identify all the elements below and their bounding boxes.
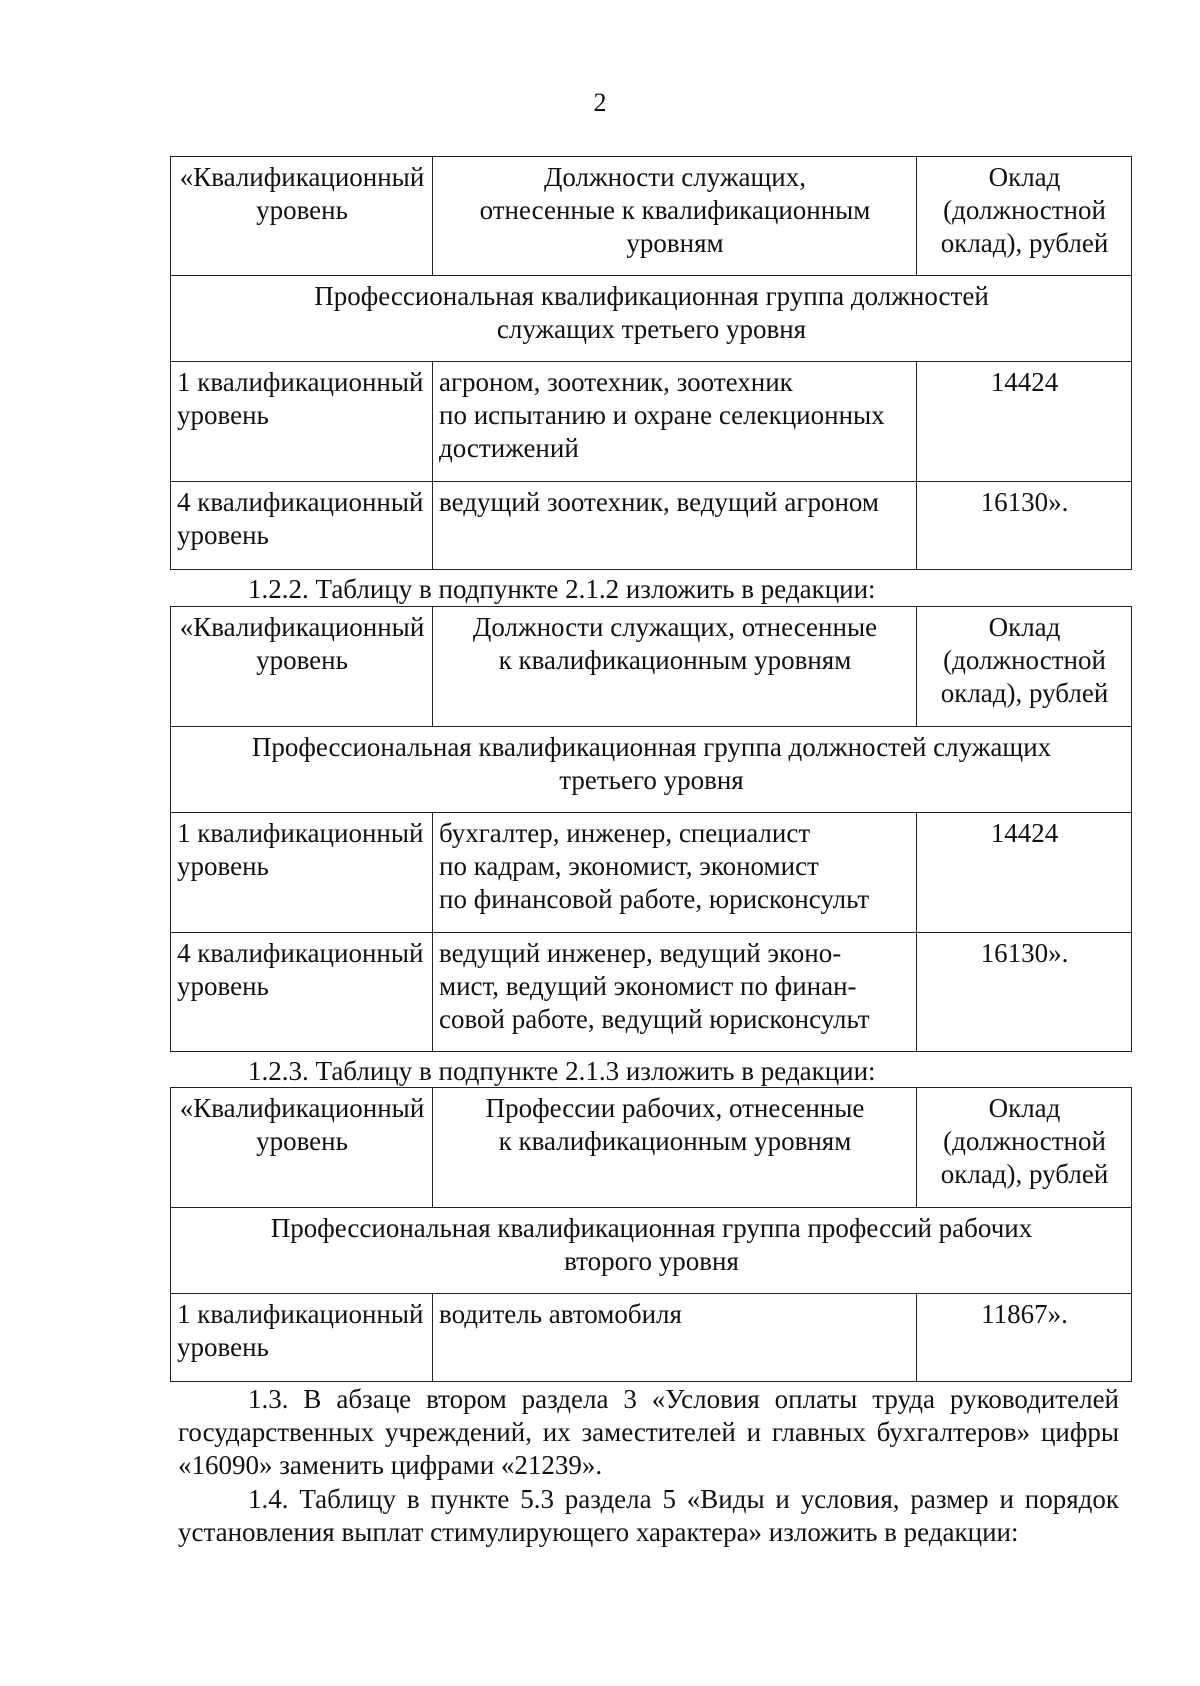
paragraph-1-4: 1.4. Таблицу в пункте 5.3 раздела 5 «Виды и условия, размер и порядок установления выплат стимулирующего характера» изложить в редакции: bbox=[178, 1484, 1119, 1547]
group-title: Профессиональная квалификационная группа должностей служащих третьего уровня bbox=[171, 276, 1132, 362]
table-group-row bbox=[171, 727, 1132, 813]
paragraph-1-3: 1.3. В абзаце втором раздела 3 «Условия оплаты труда руководителей государственных учреждений, их заместителей и главных бухгалтеров» цифры «16090» заменить цифрами «21239». bbox=[178, 1384, 1119, 1480]
header-level: «Квалификационный уровень bbox=[171, 607, 433, 727]
salary-cell: 14424 bbox=[917, 362, 1132, 482]
salary-cell: 16130». bbox=[917, 933, 1132, 1052]
header-level: «Квалификационный уровень bbox=[171, 157, 433, 276]
salary-cell: 14424 bbox=[917, 813, 1132, 933]
table-header-row bbox=[171, 1088, 1132, 1208]
table-row bbox=[171, 1294, 1132, 1382]
table-row bbox=[171, 813, 1132, 933]
table-3-caption: 1.2.3. Таблицу в подпункте 2.1.3 изложить в редакции: bbox=[248, 1056, 876, 1086]
table-2-caption: 1.2.2. Таблицу в подпункте 2.1.2 изложить в редакции: bbox=[248, 574, 876, 604]
table-row bbox=[171, 362, 1132, 482]
group-title: Профессиональная квалификационная группа профессий рабочих второго уровня bbox=[171, 1208, 1132, 1294]
group-title: Профессиональная квалификационная группа должностей служащих третьего уровня bbox=[171, 727, 1132, 813]
salary-cell: 16130». bbox=[917, 482, 1132, 570]
level-cell: 4 квалификационный уровень bbox=[171, 482, 433, 570]
table-3 bbox=[170, 1087, 1132, 1382]
positions-cell: ведущий зоотехник, ведущий агроном bbox=[433, 482, 917, 570]
table-1 bbox=[170, 156, 1132, 570]
level-cell: 1 квалификационный уровень bbox=[171, 813, 433, 933]
header-positions: Должности служащих, отнесенные к квалификационным уровням bbox=[433, 157, 917, 276]
page-number: 2 bbox=[593, 88, 607, 117]
header-salary: Оклад (должностной оклад), рублей bbox=[917, 1088, 1132, 1208]
level-cell: 1 квалификационный уровень bbox=[171, 1294, 433, 1382]
header-positions: Должности служащих, отнесенные к квалификационным уровням bbox=[433, 607, 917, 727]
table-header-row bbox=[171, 607, 1132, 727]
table-group-row bbox=[171, 1208, 1132, 1294]
header-positions: Профессии рабочих, отнесенные к квалификационным уровням bbox=[433, 1088, 917, 1208]
table-header-row bbox=[171, 157, 1132, 276]
level-cell: 4 квалификационный уровень bbox=[171, 933, 433, 1052]
header-salary: Оклад (должностной оклад), рублей bbox=[917, 157, 1132, 276]
table-group-row bbox=[171, 276, 1132, 362]
positions-cell: ведущий инженер, ведущий эконо- мист, ведущий экономист по финан- совой работе, ведущий юрисконсульт bbox=[433, 933, 917, 1052]
positions-cell: агроном, зоотехник, зоотехник по испытанию и охране селекционных достижений bbox=[433, 362, 917, 482]
positions-cell: бухгалтер, инженер, специалист по кадрам, экономист, экономист по финансовой работе, юрисконсульт bbox=[433, 813, 917, 933]
header-level: «Квалификационный уровень bbox=[171, 1088, 433, 1208]
table-2 bbox=[170, 606, 1132, 1052]
header-salary: Оклад (должностной оклад), рублей bbox=[917, 607, 1132, 727]
table-row bbox=[171, 933, 1132, 1052]
positions-cell: водитель автомобиля bbox=[433, 1294, 917, 1382]
level-cell: 1 квалификационный уровень bbox=[171, 362, 433, 482]
table-row bbox=[171, 482, 1132, 570]
salary-cell: 11867». bbox=[917, 1294, 1132, 1382]
